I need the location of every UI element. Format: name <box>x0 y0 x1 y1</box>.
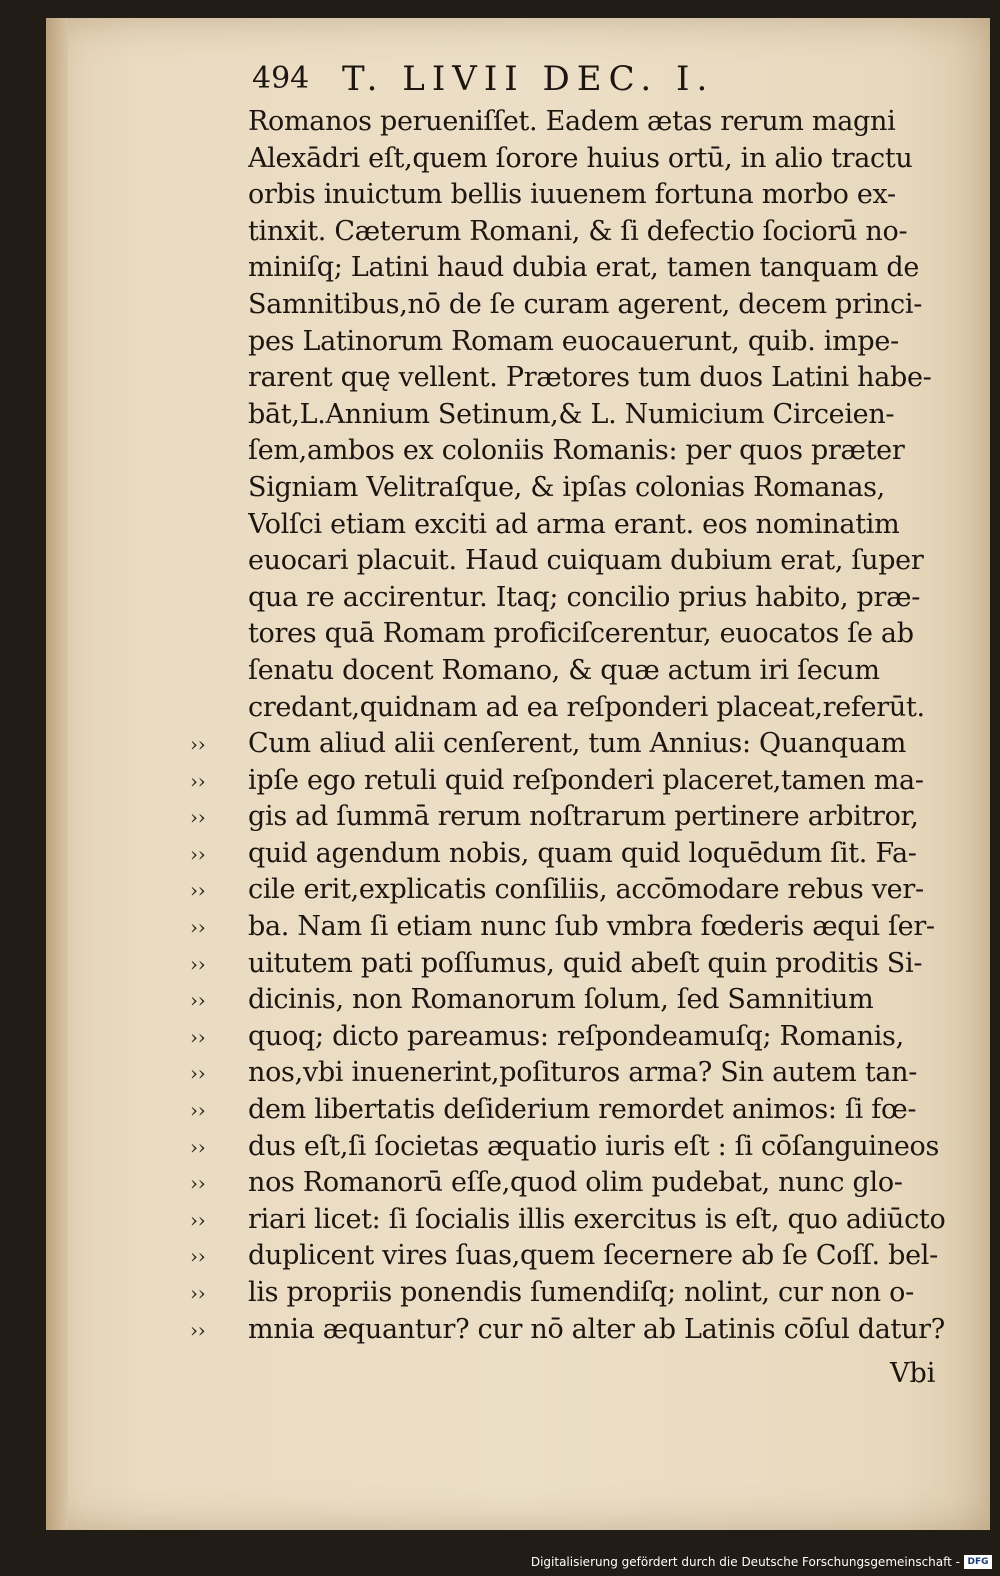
line-text: tores quā Romam proficiſcerentur, euocatos ſe ab <box>248 618 914 650</box>
line-text: Romanos perueniſſet. Eadem ætas rerum magni <box>248 106 896 137</box>
text-block <box>190 104 980 1348</box>
text-line <box>190 836 980 873</box>
line-text: lis propriis ponendis ſumendiſq; nolint, cur non o- <box>248 1277 914 1308</box>
text-line <box>190 872 980 909</box>
quotation-marker: ›› <box>190 732 206 757</box>
line-text: miniſq; Latini haud dubia erat, tamen tanquam de <box>248 252 920 284</box>
text-line <box>190 1055 980 1092</box>
text-line <box>190 1129 980 1166</box>
text-line <box>190 1312 980 1349</box>
text-line <box>190 580 980 617</box>
quotation-marker: ›› <box>190 1171 206 1196</box>
quotation-marker: ›› <box>190 951 206 976</box>
text-line <box>190 982 980 1019</box>
text-line <box>190 543 980 580</box>
running-head: T. LIVII DEC. I. <box>342 59 715 99</box>
quotation-marker: ›› <box>190 1061 206 1086</box>
text-line <box>190 141 980 178</box>
text-line <box>190 507 980 544</box>
text-line <box>190 616 980 653</box>
quotation-marker: ›› <box>190 1281 206 1305</box>
quotation-marker: ›› <box>190 805 206 830</box>
line-text: Alexādri eſt,quem ſorore huius ortū, in alio tractu <box>248 142 913 174</box>
text-line <box>190 470 980 507</box>
line-text: mnia æquantur? cur nō alter ab Latinis cōſul datur? <box>248 1313 945 1345</box>
page-header <box>252 54 972 104</box>
line-text: ſenatu docent Romano, & quæ actum iri ſecum <box>248 654 880 686</box>
line-text: bāt,L.Annium Setinum,& L. Numicium Circeien- <box>248 398 895 430</box>
quotation-marker: ›› <box>190 1207 206 1232</box>
text-line <box>190 690 980 727</box>
line-text: Signiam Velitraſque, & ipſas colonias Romanas, <box>248 471 885 503</box>
text-line <box>190 1275 980 1312</box>
page-gutter-edge <box>46 18 68 1530</box>
quotation-marker: ›› <box>190 915 206 940</box>
line-text: quoq; dicto pareamus: reſpondeamuſq; Romanis, <box>248 1020 904 1052</box>
text-line <box>190 214 980 251</box>
text-line <box>190 250 980 287</box>
quotation-marker: ›› <box>190 841 206 866</box>
line-text: ipſe ego retuli quid reſponderi placeret,tamen ma- <box>248 764 924 796</box>
text-line <box>190 763 980 800</box>
digitization-credit <box>531 1552 992 1572</box>
dfg-logo-icon: DFG <box>964 1555 992 1569</box>
text-line <box>190 1019 980 1056</box>
line-text: dem libertatis deſiderium remordet animos: ſi fœ- <box>248 1094 917 1126</box>
line-text: euocari placuit. Haud cuiquam dubium erat, ſuper <box>248 545 924 577</box>
line-text: riari licet: ſi ſocialis illis exercitus is eſt, quo adiūcto <box>248 1203 946 1235</box>
line-text: rarent quę vellent. Prætores tum duos Latini habe- <box>248 362 932 394</box>
text-line <box>190 1238 980 1275</box>
quotation-marker: ›› <box>190 1244 206 1269</box>
credit-text: Digitalisierung gefördert durch die Deutsche Forschungsgemeinschaft - <box>530 1555 960 1569</box>
quotation-marker: ›› <box>190 878 206 903</box>
text-line <box>190 360 980 397</box>
line-text: nos Romanorū eſſe,quod olim pudebat, nunc glo- <box>248 1167 903 1199</box>
line-text: dicinis, non Romanorum ſolum, ſed Samnitium <box>248 984 874 1016</box>
text-line <box>190 397 980 434</box>
line-text: credant,quidnam ad ea reſponderi placeat,referūt. <box>248 691 925 723</box>
text-line <box>190 1092 980 1129</box>
text-line <box>190 177 980 214</box>
text-line <box>190 1202 980 1239</box>
quotation-marker: ›› <box>190 988 206 1013</box>
line-text: dus eſt,ſi ſocietas æquatio iuris eſt : ſi cōſanguineos <box>248 1130 940 1162</box>
catchword: Vbi <box>890 1358 936 1389</box>
page-number: 494 <box>252 61 310 96</box>
line-text: ba. Nam ſi etiam nunc ſub vmbra fœderis æqui ſer- <box>248 911 935 943</box>
text-line <box>190 946 980 983</box>
text-line <box>190 433 980 470</box>
line-text: Volſci etiam exciti ad arma erant. eos nominatim <box>248 508 900 540</box>
line-text: cile erit,explicatis conſiliis, accōmodare rebus ver- <box>248 874 924 906</box>
line-text: tinxit. Cæterum Romani, & ſi defectio ſociorū no- <box>248 215 908 247</box>
text-line <box>190 1165 980 1202</box>
text-line <box>190 726 980 763</box>
text-line <box>190 324 980 361</box>
text-line <box>190 104 980 141</box>
line-text: Cum aliud alii cenſerent, tum Annius: Quanquam <box>248 728 907 760</box>
text-line <box>190 653 980 690</box>
text-line <box>190 799 980 836</box>
text-line <box>190 909 980 946</box>
line-text: quid agendum nobis, quam quid loquēdum ſit. Fa- <box>248 837 917 869</box>
quotation-marker: ›› <box>190 1024 206 1049</box>
quotation-marker: ›› <box>190 768 206 793</box>
line-text: ſem,ambos ex coloniis Romanis: per quos præter <box>248 435 905 467</box>
line-text: pes Latinorum Romam euocauerunt, quib. impe- <box>248 325 899 357</box>
quotation-marker: ›› <box>190 1317 206 1342</box>
quotation-marker: ›› <box>190 1134 206 1159</box>
line-text: qua re accirentur. Itaq; concilio prius habito, præ- <box>248 581 921 613</box>
quotation-marker: ›› <box>190 1098 206 1123</box>
line-text: duplicent vires ſuas,quem ſecernere ab ſe Coſſ. bel- <box>248 1240 938 1272</box>
text-line <box>190 287 980 324</box>
line-text: uitutem pati poſſumus, quid abeſt quin proditis Si- <box>248 947 923 979</box>
line-text: gis ad ſummā rerum noſtrarum pertinere arbitror, <box>248 801 919 833</box>
line-text: nos,vbi inuenerint,poſituros arma? Sin autem tan- <box>248 1057 918 1089</box>
line-text: Samnitibus,nō de ſe curam agerent, decem princi- <box>248 288 923 320</box>
line-text: orbis inuictum bellis iuuenem fortuna morbo ex- <box>248 179 896 211</box>
